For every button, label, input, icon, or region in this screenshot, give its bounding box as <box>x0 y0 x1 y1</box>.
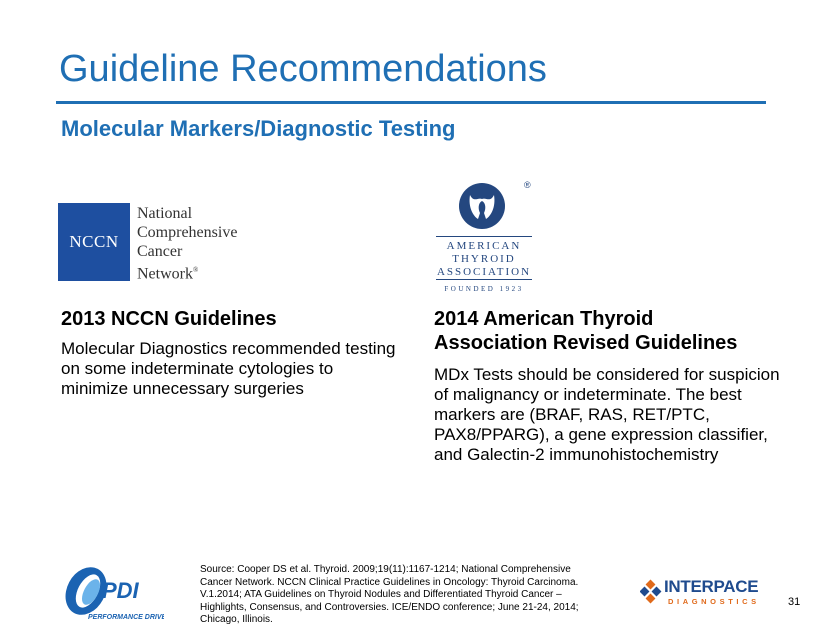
right-column-heading-line: Association Revised Guidelines <box>434 332 738 354</box>
ata-logo <box>428 180 538 292</box>
page-number: 31 <box>788 596 801 608</box>
ata-logo-rule <box>436 279 532 280</box>
registered-mark: ® <box>524 180 531 190</box>
pdi-logo-tagline: PERFORMANCE DRIVEN <box>88 614 164 621</box>
nccn-logo-line: Network <box>137 265 193 283</box>
nccn-logo-wordmark <box>137 204 237 283</box>
interpace-logo-name: INTERPACE <box>664 577 759 596</box>
registered-mark: ® <box>192 266 199 274</box>
interpace-mark-icon <box>640 578 662 608</box>
ata-logo-line: THYROID <box>452 253 516 265</box>
ata-logo-line: ASSOCIATION <box>436 266 532 278</box>
right-column-heading <box>434 307 737 355</box>
interpace-logo <box>640 576 770 610</box>
right-column-body: MDx Tests should be considered for suspicion of malignancy or indeterminate. The best markers are (BRAF, RAS, RET/PTC, PAX8/PPARG), a gene expression classifier, and Galectin-2 immunohistochemistry <box>434 365 780 464</box>
ata-logo-founded: FOUNDED 1923 <box>444 285 524 293</box>
left-column-body: Molecular Diagnostics recommended testing on some indeterminate cytologies to minimize unnecessary surgeries <box>61 339 396 398</box>
right-column-heading-line: 2014 American Thyroid <box>434 308 654 330</box>
left-column-heading: 2013 NCCN Guidelines <box>61 308 277 330</box>
title-rule <box>56 101 766 104</box>
ata-logo-rule <box>436 236 532 237</box>
nccn-logo-line: National <box>137 205 193 222</box>
nccn-logo-line: Cancer <box>137 243 183 260</box>
source-citation: Source: Cooper DS et al. Thyroid. 2009;19(11):1167-1214; National Comprehensive Cancer Network. NCCN Clinical Practice Guidelines in Oncology: Thyroid Carcinoma. V.1.2014; ATA Guidelines on Thyroid Nodules and Differentiated Thyroid Cancer – Highlights, Consensus, and Controversies. ICE/ENDO conference; June 21-24, 2014; Chicago, Illinois. <box>200 564 579 625</box>
pdi-logo-name: PDI <box>102 578 139 603</box>
thyroid-emblem-icon <box>459 183 505 229</box>
pdi-logo <box>64 563 164 623</box>
nccn-logo-box: NCCN <box>58 203 130 281</box>
nccn-logo-line: Comprehensive <box>137 224 238 241</box>
slide-subtitle: Molecular Markers/Diagnostic Testing <box>61 116 456 141</box>
ata-logo-line: AMERICAN <box>446 240 522 252</box>
interpace-logo-subtitle: DIAGNOSTICS <box>668 597 760 606</box>
nccn-logo <box>58 203 248 281</box>
slide-title: Guideline Recommendations <box>59 48 547 90</box>
